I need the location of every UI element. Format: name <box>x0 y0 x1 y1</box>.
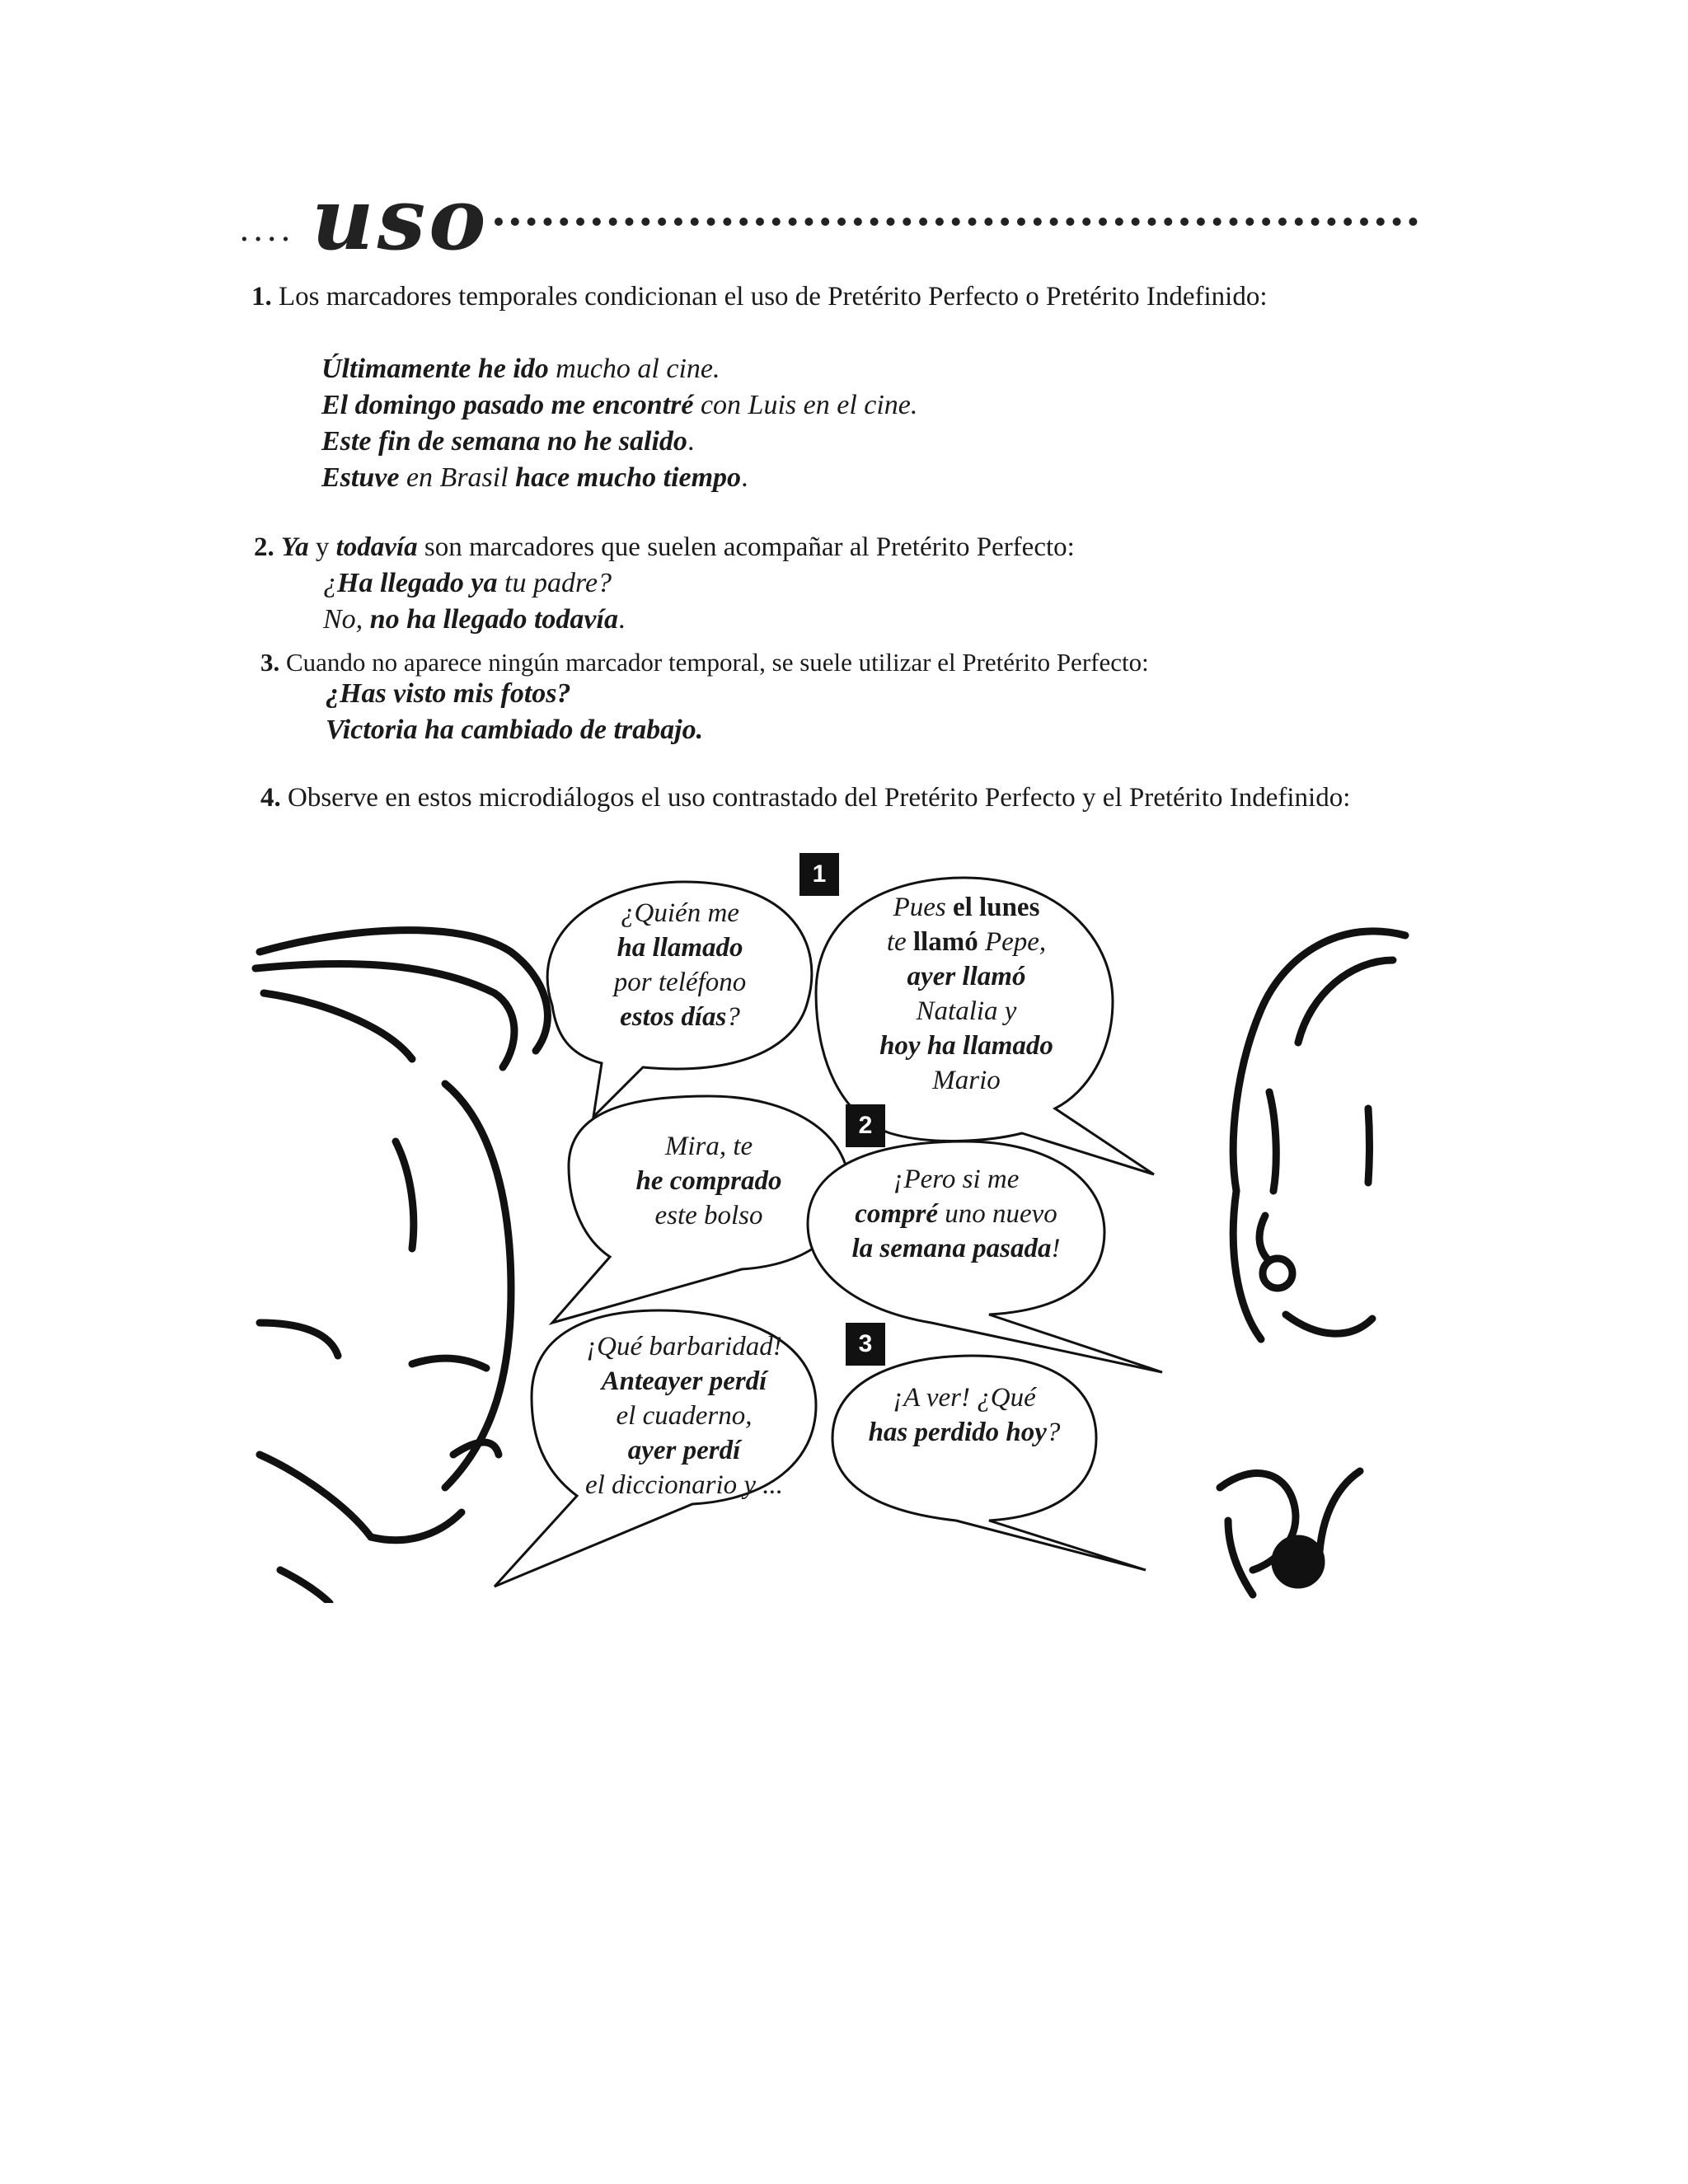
dialogue-badge-1: 1 <box>799 853 839 896</box>
example-line <box>321 460 748 496</box>
bubble-line: compré <box>855 1199 938 1229</box>
example-bold: Este fin de semana no he salido <box>321 426 687 457</box>
man-ear-line <box>260 1323 338 1356</box>
woman-hair-line <box>1233 931 1405 1191</box>
example-line <box>321 424 694 460</box>
bubble-line: Anteayer perdí <box>601 1366 767 1396</box>
bubble-line: ¡A ver! ¿Qué <box>893 1383 1036 1413</box>
bubble-line: estos días <box>620 1002 727 1032</box>
bubble-line: Pues <box>893 893 953 922</box>
rule-text: son marcadores que suelen acompañar al Pretérito Perfecto: <box>417 532 1075 562</box>
bubble-1-left-text <box>569 896 791 1034</box>
example-line <box>321 351 720 387</box>
rule-bold: Ya <box>281 532 309 562</box>
woman-arm-line <box>1228 1521 1253 1595</box>
example-text: . <box>687 426 695 457</box>
example-bold: hace mucho tiempo <box>515 462 742 493</box>
example-bold: ¿Has visto mis fotos? <box>326 678 571 709</box>
bubble-line: hoy ha llamado <box>879 1031 1053 1061</box>
woman-collar-line <box>1319 1471 1360 1570</box>
rule-text: y <box>308 532 336 562</box>
woman-eye-line-right <box>1368 1108 1370 1183</box>
example-text: tu padre? <box>497 568 612 598</box>
man-eye-line <box>412 1358 486 1368</box>
example-line <box>326 676 571 712</box>
example-bold: Últimamente he ido <box>321 354 549 384</box>
bubble-tail-text: ! <box>1051 1234 1061 1263</box>
rule-number: 2. <box>254 532 274 562</box>
bubble-line: por teléfono <box>613 968 747 997</box>
rule-4 <box>260 780 1398 816</box>
dotted-rule <box>495 218 1418 226</box>
woman-mouth-line <box>1286 1315 1372 1333</box>
bubble-line: la semana pasada <box>851 1234 1052 1263</box>
woman-face-line <box>1233 1191 1261 1339</box>
woman-hair-line-2 <box>1298 960 1393 1043</box>
man-cheek-line <box>396 1141 414 1249</box>
bubble-line: ayer perdí <box>627 1436 741 1465</box>
bubble-line: te <box>886 927 913 957</box>
bubble-bold: el lunes <box>952 893 1040 922</box>
bubble-2-right-text <box>816 1162 1096 1266</box>
rule-text: Los marcadores temporales condicionan el uso de Pretérito Perfecto o Pretérito Indefinido: <box>279 282 1268 312</box>
bubble-line: ¡Pero si me <box>893 1165 1020 1194</box>
woman-button <box>1275 1539 1321 1585</box>
bubble-line: el cuaderno, <box>616 1401 753 1431</box>
example-line <box>323 565 612 602</box>
example-bold: Ha llegado ya <box>337 568 498 598</box>
example-text: . <box>617 604 626 635</box>
example-text: en Brasil <box>399 462 516 493</box>
woman-eye-line-left <box>1269 1092 1276 1191</box>
example-line <box>321 387 917 424</box>
dialogue-illustration <box>247 861 1409 1603</box>
bubble-tail-text: ? <box>726 1002 740 1032</box>
bubble-1-right-text <box>828 890 1104 1098</box>
header-dots: .... <box>239 211 294 249</box>
example-line <box>326 712 703 748</box>
man-hair-line <box>260 930 547 1051</box>
section-header <box>239 168 1418 270</box>
man-hair-line-3 <box>264 993 412 1059</box>
rule-1 <box>251 279 1409 315</box>
rule-bold: todavía <box>335 532 418 562</box>
man-hair-line-2 <box>256 963 514 1067</box>
dialogue-badge-3: 3 <box>846 1323 885 1366</box>
bubble-tail-text: ? <box>1046 1418 1061 1447</box>
bubble-bold: llamó <box>912 927 978 957</box>
example-text: ¿ <box>323 568 337 598</box>
man-chin-line <box>371 1512 462 1540</box>
example-bold: Victoria ha cambiado de trabajo. <box>326 715 704 745</box>
bubble-line: ha llamado <box>617 933 743 963</box>
bubble-line: Mira, te <box>664 1132 753 1161</box>
bubble-line: Natalia y <box>916 996 1017 1026</box>
example-line <box>323 602 625 638</box>
example-bold: El domingo pasado me encontré <box>321 390 694 420</box>
bubble-3-right-text <box>841 1380 1088 1450</box>
rule-2 <box>254 529 1408 565</box>
example-bold: no ha llegado todavía <box>369 604 618 635</box>
bubble-3-left-text <box>560 1329 808 1502</box>
example-text: mucho al cine. <box>548 354 720 384</box>
example-text: No, <box>323 604 370 635</box>
man-face-line <box>445 1084 511 1488</box>
dialogue-badge-2: 2 <box>846 1104 885 1147</box>
man-neck-line <box>280 1570 330 1603</box>
section-title: uso <box>312 168 490 269</box>
rule-text: Cuando no aparece ningún marcador temporal, se suele utilizar el Pretérito Perfecto: <box>286 648 1149 677</box>
rule-text: Observe en estos microdiálogos el uso contrastado del Pretérito Perfecto y el Pretérito Indefinido: <box>288 783 1351 813</box>
example-text: con Luis en el cine. <box>693 390 918 420</box>
bubble-line: Mario <box>932 1066 1001 1095</box>
bubble-line: ayer llamó <box>907 962 1026 991</box>
rule-number: 1. <box>251 282 272 312</box>
man-jaw-line <box>260 1455 371 1537</box>
bubble-line: he comprado <box>635 1166 782 1196</box>
bubble-line: ¡Qué barbaridad! <box>586 1332 782 1361</box>
bubble-line: este bolso <box>654 1201 763 1230</box>
bubble-line: ¿Quién me <box>621 898 739 928</box>
bubble-line: el diccionario y ... <box>584 1470 784 1500</box>
bubble-2-left-text <box>581 1129 837 1233</box>
example-text: . <box>741 462 748 493</box>
rule-number: 4. <box>260 783 281 813</box>
bubble-line: has perdido hoy <box>868 1418 1047 1447</box>
rule-number: 3. <box>260 648 280 677</box>
example-bold: Estuve <box>321 462 400 493</box>
bubble-tail-text: uno nuevo <box>938 1199 1057 1229</box>
bubble-tail-text: Pepe, <box>978 927 1047 957</box>
woman-ear-line <box>1259 1216 1269 1261</box>
